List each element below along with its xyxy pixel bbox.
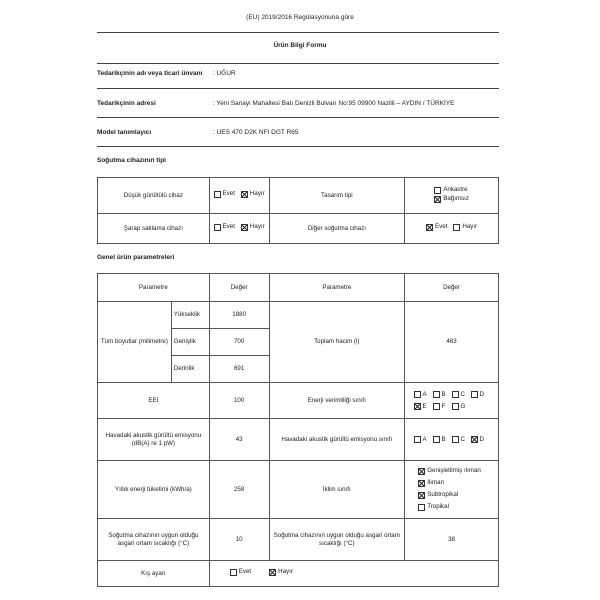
- climate-extended-temperate-checkbox[interactable]: [418, 468, 425, 475]
- min-temp-value: 10: [209, 519, 269, 561]
- low-noise-options: Evet Hayır: [209, 178, 269, 214]
- divider: [97, 117, 499, 118]
- annual-energy-label: Yıllık enerji tüketimi (kWh/a): [98, 461, 210, 519]
- wine-storage-options: Evet Hayır: [209, 214, 269, 244]
- eei-value: 100: [209, 383, 269, 419]
- depth-value: 691: [209, 356, 269, 383]
- model-label: Model tanımlayıcı: [97, 129, 152, 136]
- energy-class-d-checkbox[interactable]: [471, 391, 478, 398]
- noise-class-c-checkbox[interactable]: [452, 436, 459, 443]
- noise-class-a-checkbox[interactable]: [414, 436, 421, 443]
- width-label: Genişlik: [171, 329, 209, 356]
- supplier-name-value: : UĞUR: [213, 70, 236, 77]
- type-table: [97, 177, 499, 244]
- divider: [97, 88, 499, 89]
- params-table: [97, 273, 499, 587]
- low-noise-label: Düşük gürültülü cihaz: [98, 178, 210, 214]
- climate-tropical-checkbox[interactable]: [418, 504, 425, 511]
- supplier-address-value: : Yeni Sanayi Mahallesi Batı Denizli Bulvarı No:95 09900 Nazilli – AYDIN / TÜRKİYE: [213, 100, 455, 107]
- wine-storage-label: Şarap saklama cihazı: [98, 214, 210, 244]
- noise-class-options: A B C D: [405, 419, 499, 461]
- energy-class-a-checkbox[interactable]: [414, 391, 421, 398]
- min-temp-label: Soğutma cihazının uygun olduğu asgari ortam sıcaklığı (°C): [98, 519, 210, 561]
- design-type-label: Tasarım tipi: [269, 178, 405, 214]
- winter-setting-label: Kış ayarı: [98, 561, 210, 587]
- low-noise-yes-checkbox[interactable]: [214, 191, 221, 198]
- col-header-value: Değer: [405, 274, 499, 302]
- winter-yes-checkbox[interactable]: [230, 569, 237, 576]
- winter-setting-options: Evet Hayır: [209, 561, 498, 587]
- energy-class-label: Enerji verimliliği sınıfı: [269, 383, 404, 419]
- other-yes-checkbox[interactable]: [426, 224, 433, 231]
- height-value: 1880: [209, 302, 269, 329]
- noise-label: Havadaki akustik gürültü emisyonu (dB(A) re 1 pW): [98, 419, 210, 461]
- dimensions-label: Tüm boyutlar (milimetre): [98, 302, 172, 383]
- regulation-note: (EU) 2019/2016 Regülasyonuna göre: [246, 14, 354, 21]
- other-no-checkbox[interactable]: [453, 224, 460, 231]
- width-value: 700: [209, 329, 269, 356]
- form-title: Ürün Bilgi Formu: [273, 42, 327, 49]
- freestanding-checkbox[interactable]: [434, 196, 441, 203]
- noise-value: 43: [209, 419, 269, 461]
- noise-class-label: Havadaki akustik gürültü emisyonu sınıfı: [269, 419, 404, 461]
- climate-temperate-checkbox[interactable]: [418, 480, 425, 487]
- divider: [97, 32, 499, 33]
- noise-class-b-checkbox[interactable]: [433, 436, 440, 443]
- winter-no-checkbox[interactable]: [269, 569, 276, 576]
- eei-label: EEI: [98, 383, 210, 419]
- col-header-param: Parametre: [98, 274, 210, 302]
- climate-class-options: Genişletilmiş ılıman Ilıman Subtropikal Tropikal: [405, 461, 499, 519]
- noise-class-d-checkbox[interactable]: [471, 436, 478, 443]
- energy-class-e-checkbox[interactable]: [414, 403, 421, 410]
- params-section-title: Genel ürün parametreleri: [97, 254, 175, 261]
- other-appliance-label: Diğer soğutma cihazı: [269, 214, 405, 244]
- total-volume-label: Toplam hacim (l): [269, 302, 404, 383]
- divider: [97, 63, 499, 64]
- annual-energy-value: 258: [209, 461, 269, 519]
- max-temp-value: 38: [405, 519, 499, 561]
- total-volume-value: 463: [405, 302, 499, 383]
- energy-class-c-checkbox[interactable]: [452, 391, 459, 398]
- wine-no-checkbox[interactable]: [241, 224, 248, 231]
- depth-label: Derinlik: [171, 356, 209, 383]
- wine-yes-checkbox[interactable]: [214, 224, 221, 231]
- built-in-checkbox[interactable]: [434, 187, 441, 194]
- energy-class-b-checkbox[interactable]: [433, 391, 440, 398]
- col-header-value: Değer: [209, 274, 269, 302]
- model-value: : UES 470 D2K NFI DGT R65: [213, 129, 299, 136]
- climate-subtropical-checkbox[interactable]: [418, 492, 425, 499]
- design-type-options: Ankastre Bağımsız: [405, 178, 499, 214]
- col-header-param: Parametre: [269, 274, 404, 302]
- type-section-title: Soğutma cihazının tipi: [97, 157, 166, 164]
- supplier-name-label: Tedarikçinin adı veya ticari ünvanı: [97, 70, 203, 77]
- supplier-address-label: Tedarikçinin adresi: [97, 100, 156, 107]
- energy-class-options: A B C D E F G: [405, 383, 499, 419]
- climate-class-label: İklim sınıfı: [269, 461, 404, 519]
- height-label: Yükseklik: [171, 302, 209, 329]
- energy-class-f-checkbox[interactable]: [433, 403, 440, 410]
- energy-class-g-checkbox[interactable]: [452, 403, 459, 410]
- max-temp-label: Soğutma cihazının uygun olduğu asgari ortam sıcaklığı (°C): [269, 519, 404, 561]
- low-noise-no-checkbox[interactable]: [241, 191, 248, 198]
- divider: [97, 146, 499, 147]
- other-appliance-options: Evet Hayır: [405, 214, 499, 244]
